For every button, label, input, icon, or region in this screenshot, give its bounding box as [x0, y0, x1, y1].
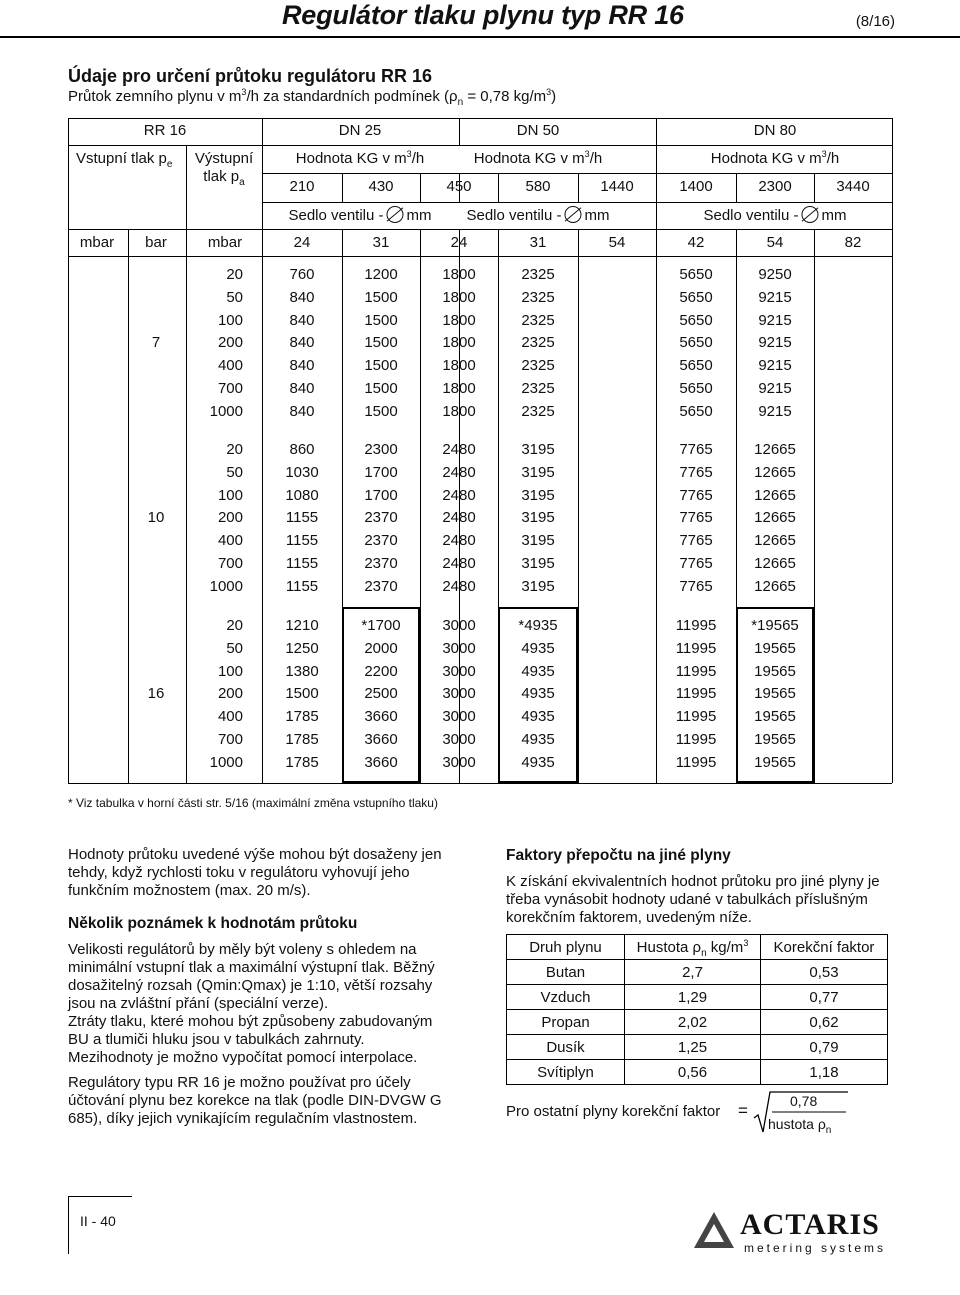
- flow-value: 2300: [364, 441, 398, 458]
- flow-value: 2370: [364, 532, 398, 550]
- gas-density: 2,7: [625, 960, 761, 985]
- seat-size: 24: [450, 234, 468, 251]
- flow-value: 9215: [758, 311, 792, 329]
- table-rule-v: [498, 173, 499, 202]
- flow-value: 2325: [521, 380, 555, 397]
- model-label: RR 16: [143, 122, 187, 139]
- notes-p1: Velikosti regulátorů by měly být voleny s ohledem na minimální vstupní tlak a maximální výstupní tlak. Běžný dosažitelný rozsah (Qmin:Qmax) je 1:10, větší rozsahy jsou na zvláštní přání (speciální verze).: [68, 941, 435, 1012]
- outlet-pressure-value: 50: [226, 639, 243, 657]
- flow-value: 12665: [754, 509, 796, 527]
- flow-value: 11995: [675, 639, 717, 657]
- table-rule-v: [186, 145, 187, 783]
- flow-value: 1210: [285, 617, 319, 634]
- flow-value: 11995: [675, 731, 717, 748]
- seat-size: 31: [372, 234, 390, 251]
- kg-value: 210: [289, 178, 315, 195]
- outlet-pressure-value: 700: [217, 555, 243, 572]
- kg-value: 2300: [758, 178, 792, 195]
- conversion-intro-text: K získání ekvivalentních hodnot průtoku pro jiné plyny je třeba vynásobit hodnoty udané v tabulkách příslušným korekčním faktorem, uvedeným níže.: [506, 873, 880, 926]
- table-rule-v: [420, 229, 421, 256]
- flow-value: 5650: [679, 288, 713, 306]
- kg-header: Hodnota KG v $m^3/h$: [295, 149, 425, 167]
- flow-value: *1700: [361, 617, 401, 634]
- flow-value: 4935: [521, 685, 555, 703]
- flow-value: 4935: [521, 731, 555, 748]
- actaris-logo-icon: [692, 1210, 736, 1250]
- table-rule: [262, 173, 892, 174]
- flow-value: 11995: [675, 662, 717, 680]
- gas-density: 1,25: [625, 1035, 761, 1060]
- diameter-icon: [565, 206, 582, 223]
- flow-value: 19565: [754, 731, 796, 748]
- outlet-pressure-value: 20: [226, 441, 243, 458]
- outlet-pressure-value: 20: [226, 266, 243, 283]
- outlet-pressure-value: 50: [226, 463, 243, 481]
- logo-text: ACTARIS: [740, 1208, 880, 1241]
- notes-body: [68, 941, 456, 1128]
- inlet-pressure-header: Vstupní tlak $p_e$: [76, 150, 173, 170]
- outlet-pressure-value: 20: [226, 617, 243, 634]
- flow-value: 19565: [754, 685, 796, 703]
- flow-value: 12665: [754, 463, 796, 481]
- flow-value: 12665: [754, 441, 796, 458]
- flow-value: 840: [289, 288, 315, 306]
- outlet-pressure-value: 1000: [209, 402, 243, 420]
- notes-p4: Regulátory typu RR 16 je možno používat pro účely účtování plynu bez korekce na tlak (podle DIN-DVGW G 685), díky jejich vynikajícím regulačním vlastnostem.: [68, 1074, 442, 1127]
- table-rule-v: [459, 118, 460, 145]
- outlet-pressure-value: 100: [217, 662, 243, 680]
- header-rule: [0, 36, 960, 38]
- flow-value: 3195: [521, 486, 555, 504]
- inlet-pressure-value: 10: [147, 509, 165, 527]
- gas-density: 1,29: [625, 985, 761, 1010]
- flow-value: 2370: [364, 555, 398, 572]
- flow-value: 2325: [521, 288, 555, 306]
- flow-value: 1800: [442, 380, 476, 397]
- flow-value: 5650: [679, 402, 713, 420]
- outlet-pressure-value: 400: [217, 357, 243, 375]
- flow-value: 7765: [679, 509, 713, 527]
- outlet-pressure-value: 400: [217, 708, 243, 726]
- kg-value: 1440: [600, 178, 634, 195]
- flow-value: 9215: [758, 380, 792, 397]
- flow-value: 840: [289, 334, 315, 352]
- flow-value: 2480: [442, 555, 476, 572]
- flow-value: 1250: [285, 639, 319, 657]
- flow-value: *19565: [751, 617, 799, 634]
- flow-value: 760: [289, 266, 315, 283]
- flow-value: 3195: [521, 441, 555, 458]
- notes-p3: Mezihodnoty je možno vypočítat pomocí interpolace.: [68, 1049, 418, 1066]
- table-left-border: [68, 118, 69, 783]
- dn50-header: DN 50: [516, 122, 560, 139]
- flow-value: 12665: [754, 486, 796, 504]
- outlet-pressure-header: Výstupní: [194, 150, 254, 167]
- dn80-header: DN 80: [753, 122, 797, 139]
- gas-density: 0,56: [625, 1060, 761, 1085]
- inlet-pressure-value: 7: [151, 334, 161, 352]
- outlet-pressure-value: 1000: [209, 753, 243, 771]
- seat-size: 54: [608, 234, 626, 251]
- gas-factor: 0,62: [761, 1010, 888, 1035]
- outlet-pressure-value: 700: [217, 731, 243, 748]
- table-rule-v: [814, 229, 815, 256]
- conversion-row: [507, 1035, 888, 1060]
- flow-value: 9215: [758, 402, 792, 420]
- flow-value: 3195: [521, 509, 555, 527]
- flow-value: 2200: [364, 662, 398, 680]
- table-rule-v: [420, 173, 421, 202]
- unit-bar: bar: [145, 234, 167, 251]
- flow-value: 1155: [285, 577, 319, 595]
- table-top-border: [68, 118, 892, 119]
- flow-value: 3660: [364, 731, 398, 748]
- flow-value: 1785: [285, 753, 319, 771]
- intro-text: Hodnoty průtoku uvedené výše mohou být dosaženy jen tehdy, když rychlosti toku v regulátoru vyhovují jeho funkčním možnostem (max. 20 m/s).: [68, 846, 442, 899]
- page-counter: (8/16): [855, 13, 895, 30]
- flow-value: 2480: [442, 509, 476, 527]
- table-rule-v: [736, 173, 737, 202]
- logo-subtitle: metering systems: [744, 1241, 887, 1255]
- outlet-pressure-value: 100: [217, 486, 243, 504]
- table-rule-v: [814, 173, 815, 202]
- section-title: Údaje pro určení průtoku regulátoru RR 16: [68, 66, 433, 86]
- flow-value: 2480: [442, 577, 476, 595]
- table-rule-v: [814, 256, 815, 783]
- flow-value: 3195: [521, 532, 555, 550]
- flow-value: 1700: [364, 463, 398, 481]
- col-gas: Druh plynu: [507, 935, 625, 960]
- flow-value: 4935: [521, 753, 555, 771]
- table-rule-v: [578, 229, 579, 256]
- flow-value: 860: [289, 441, 315, 458]
- gas-name: Butan: [507, 960, 625, 985]
- flow-value: 2325: [521, 402, 555, 420]
- outlet-pressure-value: 50: [226, 288, 243, 306]
- flow-value: 3000: [442, 753, 476, 771]
- flow-value: 840: [289, 380, 315, 397]
- kg-header: Hodnota KG v $m^3/h$: [473, 149, 603, 167]
- table-rule-v: [736, 229, 737, 256]
- flow-value: 2480: [442, 532, 476, 550]
- highlight-box: [498, 607, 578, 783]
- flow-value: 1030: [285, 463, 319, 481]
- flow-value: 2480: [442, 486, 476, 504]
- kg-header: Hodnota KG v $m^3/h$: [710, 149, 840, 167]
- flow-value: 1155: [285, 509, 319, 527]
- flow-value: 1380: [285, 662, 319, 680]
- formula-denominator: hustota $\rho_n$: [768, 1116, 832, 1136]
- section-subtitle: Průtok zemního plynu v $m^3/h$ za standardních podmínek ($\rho_n = 0,78$ $kg/m^3$): [68, 87, 557, 108]
- formula-numerator: 0,78: [790, 1093, 818, 1109]
- flow-value: 3000: [442, 662, 476, 680]
- flow-value: 2325: [521, 334, 555, 352]
- conversion-heading: Faktory přepočtu na jiné plyny: [506, 847, 731, 864]
- flow-value: 7765: [679, 555, 713, 572]
- table-rule-v: [342, 173, 343, 202]
- flow-value: 12665: [754, 577, 796, 595]
- seat-size: 82: [844, 234, 862, 251]
- flow-value: 1500: [285, 685, 319, 703]
- gas-factor: 1,18: [761, 1060, 888, 1085]
- flow-value: 1500: [364, 402, 398, 420]
- unit-mbar: mbar: [207, 234, 243, 251]
- flow-value: 1080: [285, 486, 319, 504]
- gas-name: Vzduch: [507, 985, 625, 1010]
- flow-value: 1500: [364, 288, 398, 306]
- flow-value: 3660: [364, 708, 398, 726]
- dn25-header: DN 25: [338, 122, 382, 139]
- flow-value: 3000: [442, 731, 476, 748]
- flow-value: 5650: [679, 357, 713, 375]
- kg-value: 1400: [679, 178, 713, 195]
- flow-value: *4935: [518, 617, 558, 634]
- flow-value: 2370: [364, 577, 398, 595]
- conversion-row: [507, 1010, 888, 1035]
- flow-value: 2325: [521, 311, 555, 329]
- flow-value: 1800: [442, 402, 476, 420]
- flow-value: 5650: [679, 311, 713, 329]
- seat-header: Sedlo ventilu - mm: [703, 207, 847, 224]
- flow-value: 1500: [364, 357, 398, 375]
- flow-value: 4935: [521, 662, 555, 680]
- conversion-row: [507, 985, 888, 1010]
- gas-factor: 0,77: [761, 985, 888, 1010]
- flow-value: 3000: [442, 617, 476, 634]
- kg-value: 450: [446, 178, 472, 195]
- flow-value: 1785: [285, 731, 319, 748]
- outlet-pressure-value: 400: [217, 532, 243, 550]
- flow-value: 7765: [679, 463, 713, 481]
- table-rule-v: [262, 118, 263, 783]
- outlet-pressure-value: 1000: [209, 577, 243, 595]
- conversion-intro: [506, 873, 896, 927]
- kg-value: 580: [525, 178, 551, 195]
- table-rule: [68, 256, 892, 257]
- flow-value: 840: [289, 402, 315, 420]
- flow-value: 9215: [758, 288, 792, 306]
- flow-value: 2500: [364, 685, 398, 703]
- gas-factor: 0,53: [761, 960, 888, 985]
- flow-value: 7765: [679, 577, 713, 595]
- gas-name: Propan: [507, 1010, 625, 1035]
- table-right-border: [892, 118, 893, 783]
- table-rule-v: [128, 229, 129, 783]
- flow-value: 1800: [442, 311, 476, 329]
- flow-value: 1155: [285, 532, 319, 550]
- formula-equals: =: [738, 1101, 748, 1120]
- flow-value: 1500: [364, 311, 398, 329]
- flow-value: 3000: [442, 639, 476, 657]
- flow-value: 1500: [364, 334, 398, 352]
- flow-value: 3195: [521, 463, 555, 481]
- col-factor: Korekční faktor: [761, 935, 888, 960]
- seat-size: 42: [687, 234, 705, 251]
- flow-value: 5650: [679, 380, 713, 397]
- outlet-pressure-value: 200: [217, 334, 243, 352]
- flow-value: 11995: [675, 753, 717, 771]
- conversion-header-row: [507, 935, 888, 960]
- flow-value: 19565: [754, 708, 796, 726]
- flow-value: 7765: [679, 532, 713, 550]
- flow-value: 11995: [675, 617, 717, 634]
- flow-value: 3660: [364, 753, 398, 771]
- flow-value: 3000: [442, 685, 476, 703]
- table-footnote: * Viz tabulka v horní části str. 5/16 (maximální změna vstupního tlaku): [68, 796, 438, 810]
- flow-value: 11995: [675, 685, 717, 703]
- conversion-table: [506, 934, 888, 1085]
- flow-value: 9250: [758, 266, 792, 283]
- flow-value: 9215: [758, 334, 792, 352]
- table-rule-v: [420, 256, 421, 783]
- outlet-pressure-value: 100: [217, 311, 243, 329]
- flow-value: 4935: [521, 708, 555, 726]
- formula-label: Pro ostatní plyny korekční faktor: [506, 1103, 721, 1120]
- outlet-pressure-header-2: tlak $p_a$: [203, 168, 245, 188]
- flow-value: 1800: [442, 357, 476, 375]
- outlet-pressure-value: 700: [217, 380, 243, 397]
- seat-size: 31: [529, 234, 547, 251]
- flow-value: 19565: [754, 639, 796, 657]
- flow-value: 2480: [442, 463, 476, 481]
- flow-value: 1800: [442, 266, 476, 283]
- flow-value: 5650: [679, 266, 713, 283]
- flow-value: 3195: [521, 555, 555, 572]
- diameter-icon: [387, 206, 404, 223]
- gas-factor: 0,79: [761, 1035, 888, 1060]
- table-rule-v: [578, 173, 579, 202]
- gas-density: 2,02: [625, 1010, 761, 1035]
- outlet-pressure-value: 200: [217, 509, 243, 527]
- flow-value: 3000: [442, 708, 476, 726]
- flow-value: 19565: [754, 662, 796, 680]
- table-rule-v: [578, 256, 579, 783]
- conversion-row: [507, 960, 888, 985]
- table-rule: [68, 145, 892, 146]
- flow-value: 2480: [442, 441, 476, 458]
- table-bottom-border: [68, 783, 892, 784]
- flow-value: 4935: [521, 639, 555, 657]
- notes-p2: Ztráty tlaku, které mohou být způsobeny zabudovaným BU a tlumiči hluku jsou v tabulkách zahrnuty.: [68, 1013, 433, 1048]
- flow-value: 11995: [675, 708, 717, 726]
- flow-value: 2325: [521, 266, 555, 283]
- flow-value: 1155: [285, 555, 319, 572]
- flow-value: 12665: [754, 532, 796, 550]
- flow-value: 1200: [364, 266, 398, 283]
- seat-size: 24: [293, 234, 311, 251]
- flow-value: 2370: [364, 509, 398, 527]
- flow-value: 1500: [364, 380, 398, 397]
- flow-value: 5650: [679, 334, 713, 352]
- table-rule-v: [656, 118, 657, 783]
- flow-value: 840: [289, 357, 315, 375]
- page-number: II - 40: [80, 1213, 116, 1229]
- flow-value: 1785: [285, 708, 319, 726]
- col-density: Hustota $\rho_n$ $kg/m^3$: [625, 935, 761, 960]
- kg-value: 430: [368, 178, 394, 195]
- table-rule-v: [342, 229, 343, 256]
- flow-value: 2000: [364, 639, 398, 657]
- table-rule: [68, 229, 892, 230]
- highlight-box: [736, 607, 814, 783]
- flow-value: 1700: [364, 486, 398, 504]
- inlet-pressure-value: 16: [147, 685, 165, 703]
- outlet-pressure-value: 200: [217, 685, 243, 703]
- flow-value: 1800: [442, 288, 476, 306]
- flow-value: 1800: [442, 334, 476, 352]
- kg-value: 3440: [836, 178, 870, 195]
- flow-value: 12665: [754, 555, 796, 572]
- conversion-row: [507, 1060, 888, 1085]
- gas-name: Dusík: [507, 1035, 625, 1060]
- flow-value: 3195: [521, 577, 555, 595]
- flow-value: 2325: [521, 357, 555, 375]
- flow-value: 7765: [679, 486, 713, 504]
- page-header-title: Regulátor tlaku plynu typ RR 16: [282, 0, 684, 30]
- gas-name: Svítiplyn: [507, 1060, 625, 1085]
- flow-value: 840: [289, 311, 315, 329]
- flow-value: 7765: [679, 441, 713, 458]
- flow-value: 19565: [754, 753, 796, 771]
- diameter-icon: [802, 206, 819, 223]
- intro-paragraph: [68, 846, 456, 900]
- highlight-box: [342, 607, 420, 783]
- table-rule-v: [498, 229, 499, 256]
- seat-header: Sedlo ventilu - mm: [288, 207, 432, 224]
- seat-header: Sedlo ventilu - mm: [466, 207, 610, 224]
- seat-size: 54: [766, 234, 784, 251]
- flow-value: 9215: [758, 357, 792, 375]
- unit-mbar: mbar: [79, 234, 115, 251]
- table-rule: [262, 202, 892, 203]
- notes-heading: Několik poznámek k hodnotám průtoku: [68, 915, 358, 932]
